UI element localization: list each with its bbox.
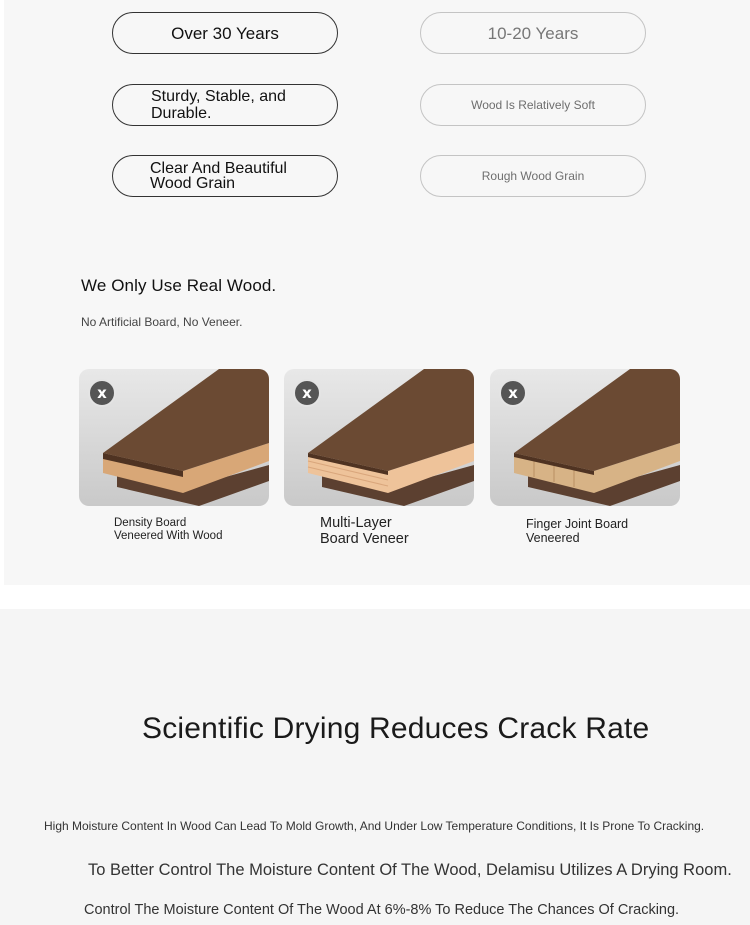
pill-label: Over 30 Years: [171, 23, 279, 43]
board-card-multilayer: [284, 369, 474, 506]
pill-label: Wood Is Relatively Soft: [471, 98, 595, 112]
pill-bad-lifespan: [420, 12, 646, 54]
cross-icon: x: [293, 379, 321, 407]
pill-label: Clear And Beautiful Wood Grain: [150, 160, 287, 192]
pill-label: 10-20 Years: [487, 23, 579, 43]
drying-headline: Scientific Drying Reduces Crack Rate: [142, 712, 650, 745]
drying-text-1: High Moisture Content In Wood Can Lead To Mold Growth, And Under Low Temperature Conditions, It Is Prone To Cracking.: [44, 819, 705, 833]
pill-label: Rough Wood Grain: [481, 169, 585, 183]
pill-good-grain: [112, 155, 338, 197]
cross-icon: x: [499, 379, 527, 407]
cross-icon: x: [88, 379, 116, 407]
section-subtitle: No Artificial Board, No Veneer.: [81, 315, 243, 329]
board-card-finger-joint: [490, 369, 680, 506]
board-caption-density: Density Board Veneered With Wood: [114, 517, 223, 542]
section-title: We Only Use Real Wood.: [81, 276, 277, 295]
pill-bad-durability: [420, 84, 646, 126]
drying-text-3: Control The Moisture Content Of The Wood At 6%-8% To Reduce The Chances Of Cracking.: [84, 902, 680, 918]
pill-good-lifespan: [112, 12, 338, 54]
board-caption-finger-joint: Finger Joint Board Veneered: [526, 517, 629, 545]
pill-bad-grain: [420, 155, 646, 197]
drying-text-2: To Better Control The Moisture Content Of The Wood, Delamisu Utilizes A Drying Room.: [88, 861, 732, 879]
pill-label: Sturdy, Stable, and Durable.: [151, 88, 286, 122]
pill-good-durability: [112, 84, 338, 126]
board-card-density: [79, 369, 269, 506]
board-caption-multilayer: Multi-Layer Board Veneer: [320, 515, 409, 547]
